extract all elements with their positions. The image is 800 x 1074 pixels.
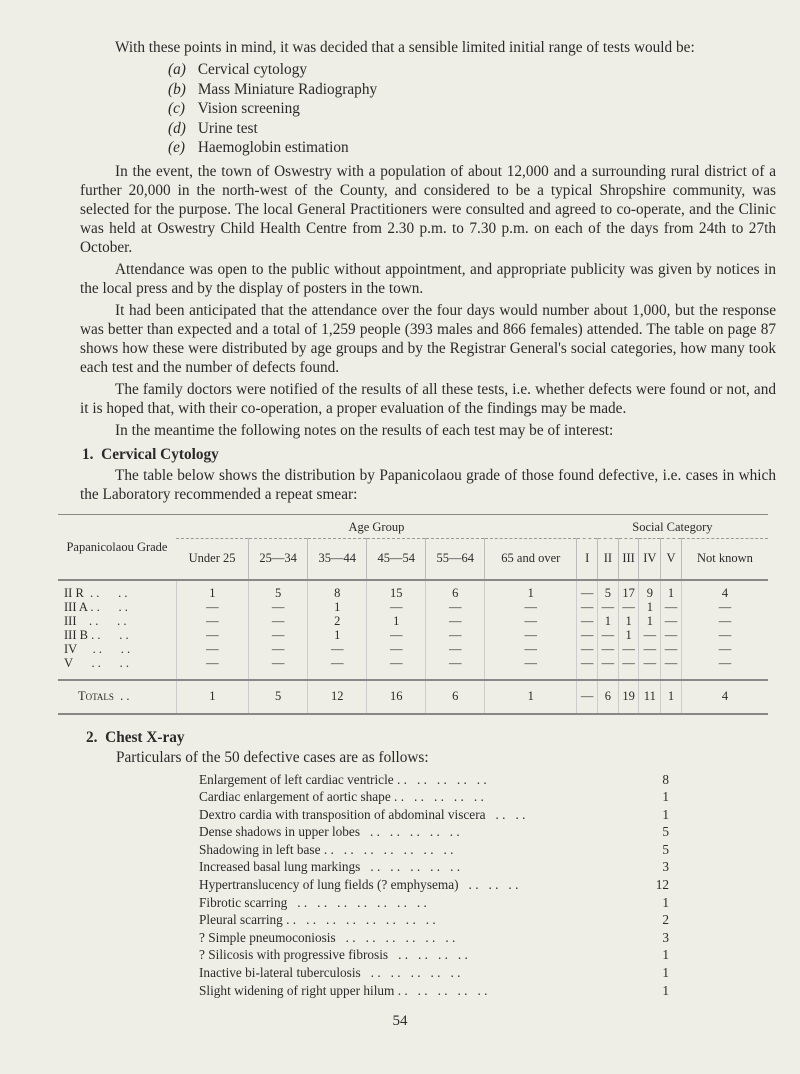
value-cell: 1 <box>639 601 661 615</box>
value-cell: — <box>426 601 485 615</box>
value-cell: — <box>661 643 682 657</box>
page-content <box>64 0 776 1030</box>
value-cell: — <box>618 601 639 615</box>
grade-cell: IV . . . . <box>64 642 131 656</box>
finding-label: ? Silicosis with progressive fibrosis . . . . . . . . <box>199 947 468 963</box>
finding-label: Fibrotic scarring . . . . . . . . . . . . . . <box>199 894 427 910</box>
value-cell: — <box>681 643 768 657</box>
grade-cell: II R . . . . <box>64 586 128 600</box>
value-cell: 9 <box>639 580 661 601</box>
finding-label: Shadowing in left base . . . . . . . . . . . . . . <box>199 841 454 857</box>
table-row <box>58 580 768 601</box>
table-row <box>58 615 768 629</box>
paragraph: It had been anticipated that the attendance over the four days would number about 1,000, but the response was better than expected and a total of 1,259 people (393 males and 866 females) attended. The table on page 87 shows how these were distributed by age groups and by the Registrar General's social categories, how many took each test and the number of defects found. <box>80 301 776 376</box>
finding-count: 8 <box>662 771 669 787</box>
papanicolaou-table <box>58 514 768 715</box>
value-cell: — <box>485 601 577 615</box>
list-item <box>199 823 669 841</box>
value-cell: — <box>681 657 768 680</box>
list-item: (d) Urine test <box>168 119 258 137</box>
value-cell: — <box>367 629 426 643</box>
value-cell: — <box>367 601 426 615</box>
social-column-header: II <box>598 538 619 580</box>
finding-count: 12 <box>655 877 669 893</box>
finding-count: 1 <box>662 894 669 910</box>
finding-label: Increased basal lung markings . . . . . . . . . . <box>199 859 461 875</box>
totals-row <box>58 680 768 714</box>
age-column-header: 55—64 <box>426 538 485 580</box>
value-cell: 1 <box>598 615 619 629</box>
total-cell: 6 <box>426 680 485 714</box>
intro-paragraph: With these points in mind, it was decided that a sensible limited initial range of tests would be: <box>115 39 695 56</box>
total-cell: 19 <box>618 680 639 714</box>
total-cell: 4 <box>681 680 768 714</box>
finding-label: Enlargement of left cardiac ventricle . . . . . . . . . . <box>199 771 487 787</box>
list-item: (a) Cervical cytology <box>168 61 307 78</box>
value-cell: — <box>639 629 661 643</box>
value-cell: — <box>308 657 367 680</box>
finding-label: Inactive bi-lateral tuberculosis . . . . . . . . . . <box>199 965 461 981</box>
value-cell: — <box>598 629 619 643</box>
finding-count: 3 <box>662 859 669 875</box>
list-item <box>199 806 669 824</box>
list-item <box>199 929 669 947</box>
paragraph: Attendance was open to the public without appointment, and appropriate publicity was given by notices in the local press and by the display of posters in the town. <box>80 260 776 297</box>
value-cell: — <box>176 615 249 629</box>
value-cell: — <box>598 643 619 657</box>
totals-label: Totals . . <box>78 689 130 703</box>
value-cell: 1 <box>639 615 661 629</box>
value-cell: — <box>661 629 682 643</box>
page-number: 54 <box>392 1013 408 1030</box>
total-cell: 1 <box>661 680 682 714</box>
total-cell: 6 <box>598 680 619 714</box>
section-paragraph: Particulars of the 50 defective cases are as follows: <box>116 748 429 766</box>
value-cell: — <box>367 643 426 657</box>
finding-label: Cardiac enlargement of aortic shape . . . . . . . . . . <box>199 789 484 805</box>
value-cell: — <box>661 657 682 680</box>
finding-label: Hypertranslucency of lung fields (? emphysema) . . . . . . <box>199 877 519 893</box>
social-column-header: Not known <box>681 538 768 580</box>
value-cell: — <box>577 643 598 657</box>
paragraph: In the meantime the following notes on the results of each test may be of interest: <box>115 421 614 439</box>
value-cell: 1 <box>661 580 682 601</box>
finding-count: 1 <box>662 789 669 805</box>
value-cell: — <box>618 657 639 680</box>
value-cell: — <box>681 601 768 615</box>
table-row <box>58 657 768 680</box>
social-column-header: I <box>577 538 598 580</box>
list-item <box>199 876 669 894</box>
finding-count: 1 <box>662 806 669 822</box>
grade-header: Papanicolaou Grade <box>66 540 168 554</box>
social-column-header: V <box>661 538 682 580</box>
value-cell: 1 <box>367 615 426 629</box>
value-cell: 5 <box>598 580 619 601</box>
value-cell: 5 <box>249 580 308 601</box>
section-heading-cervical-cytology: 1. Cervical Cytology <box>82 445 219 463</box>
xray-findings-list <box>199 771 669 1000</box>
value-cell: — <box>598 657 619 680</box>
value-cell: 1 <box>618 615 639 629</box>
total-cell: 1 <box>176 680 249 714</box>
finding-label: Pleural scarring . . . . . . . . . . . . . . . . <box>199 912 436 928</box>
value-cell: 15 <box>367 580 426 601</box>
list-item <box>199 788 669 806</box>
value-cell: 2 <box>308 615 367 629</box>
paragraph: In the event, the town of Oswestry with a population of about 12,000 and a surrounding rural district of a further 20,000 in the north-west of the County, and considered to be a typical Shropshire community, was selected for the purpose. The local General Practitioners were consulted and agreed to co-operate, and the Clinic was held at Oswestry Child Health Centre from 2.30 p.m. to 7.30 p.m. on each of the days from 24th to 27th October. <box>80 162 776 256</box>
value-cell: — <box>249 601 308 615</box>
list-item: (c) Vision screening <box>168 100 300 117</box>
value-cell: — <box>176 657 249 680</box>
list-item <box>199 946 669 964</box>
list-item <box>199 771 669 789</box>
total-cell: 11 <box>639 680 661 714</box>
age-column-header: 25—34 <box>249 538 308 580</box>
list-item <box>199 964 669 982</box>
list-item: (b) Mass Miniature Radiography <box>168 80 378 98</box>
value-cell: 1 <box>308 601 367 615</box>
social-category-header: Social Category <box>632 519 713 534</box>
value-cell: — <box>681 629 768 643</box>
finding-label: Dense shadows in upper lobes . . . . . . . . . . <box>199 824 460 840</box>
social-column-header: III <box>618 538 639 580</box>
list-item <box>199 841 669 859</box>
value-cell: 1 <box>485 580 577 601</box>
age-column-header: 45—54 <box>367 538 426 580</box>
value-cell: 17 <box>618 580 639 601</box>
value-cell: 4 <box>681 580 768 601</box>
value-cell: — <box>426 615 485 629</box>
value-cell: — <box>598 601 619 615</box>
age-column-header: 35—44 <box>308 538 367 580</box>
value-cell: — <box>618 643 639 657</box>
value-cell: — <box>577 629 598 643</box>
finding-count: 5 <box>662 841 669 857</box>
age-group-header: Age Group <box>348 519 405 534</box>
value-cell: 1 <box>176 580 249 601</box>
finding-count: 1 <box>662 965 669 981</box>
table-row <box>58 629 768 643</box>
value-cell: — <box>577 601 598 615</box>
value-cell: — <box>308 643 367 657</box>
value-cell: — <box>249 643 308 657</box>
value-cell: 1 <box>618 629 639 643</box>
value-cell: — <box>661 601 682 615</box>
value-cell: — <box>577 615 598 629</box>
table-row <box>58 643 768 657</box>
value-cell: — <box>426 657 485 680</box>
social-column-header: IV <box>639 538 661 580</box>
finding-count: 1 <box>662 947 669 963</box>
finding-count: 2 <box>662 912 669 928</box>
list-item: (e) Haemoglobin estimation <box>168 139 349 156</box>
value-cell: — <box>639 657 661 680</box>
age-column-header: 65 and over <box>485 538 577 580</box>
section-paragraph: The table below shows the distribution by Papanicolaou grade of those found defective, i.e. cases in which the Laboratory recommended a repeat smear: <box>80 466 776 503</box>
value-cell: 6 <box>426 580 485 601</box>
grade-cell: III A . . . . <box>64 600 128 614</box>
finding-count: 3 <box>662 929 669 945</box>
total-cell: 5 <box>249 680 308 714</box>
value-cell: — <box>485 657 577 680</box>
value-cell: 8 <box>308 580 367 601</box>
total-cell: 1 <box>485 680 577 714</box>
tests-list <box>168 60 776 158</box>
finding-count: 5 <box>662 824 669 840</box>
total-cell: 12 <box>308 680 367 714</box>
grade-cell: III . . . . <box>64 614 127 628</box>
value-cell: — <box>485 615 577 629</box>
paragraph: The family doctors were notified of the results of all these tests, i.e. whether defects were found or not, and it is hoped that, with their co-operation, a proper evaluation of the findings may be made. <box>80 380 776 417</box>
value-cell: — <box>426 643 485 657</box>
list-item <box>199 911 669 929</box>
value-cell: — <box>176 643 249 657</box>
total-cell: 16 <box>367 680 426 714</box>
value-cell: — <box>661 615 682 629</box>
value-cell: — <box>176 629 249 643</box>
grade-cell: III B . . . . <box>64 628 129 642</box>
finding-count: 1 <box>662 982 669 998</box>
finding-label: Slight widening of right upper hilum . . . . . . . . . . <box>199 982 488 998</box>
value-cell: — <box>681 615 768 629</box>
list-item <box>199 858 669 876</box>
value-cell: — <box>577 657 598 680</box>
finding-label: ? Simple pneumoconiosis . . . . . . . . . . . . <box>199 929 456 945</box>
age-column-header: Under 25 <box>176 538 249 580</box>
value-cell: — <box>176 601 249 615</box>
value-cell: — <box>249 657 308 680</box>
list-item <box>199 982 669 1000</box>
value-cell: — <box>249 629 308 643</box>
value-cell: 1 <box>308 629 367 643</box>
value-cell: — <box>426 629 485 643</box>
value-cell: — <box>639 643 661 657</box>
value-cell: — <box>577 580 598 601</box>
value-cell: — <box>485 629 577 643</box>
finding-label: Dextro cardia with transposition of abdominal viscera . . . . <box>199 806 526 822</box>
table-row <box>58 601 768 615</box>
list-item <box>199 894 669 912</box>
total-cell: — <box>577 680 598 714</box>
value-cell: — <box>367 657 426 680</box>
grade-cell: V . . . . <box>64 656 130 670</box>
section-heading-chest-xray: 2. Chest X-ray <box>86 728 185 746</box>
value-cell: — <box>485 643 577 657</box>
value-cell: — <box>249 615 308 629</box>
